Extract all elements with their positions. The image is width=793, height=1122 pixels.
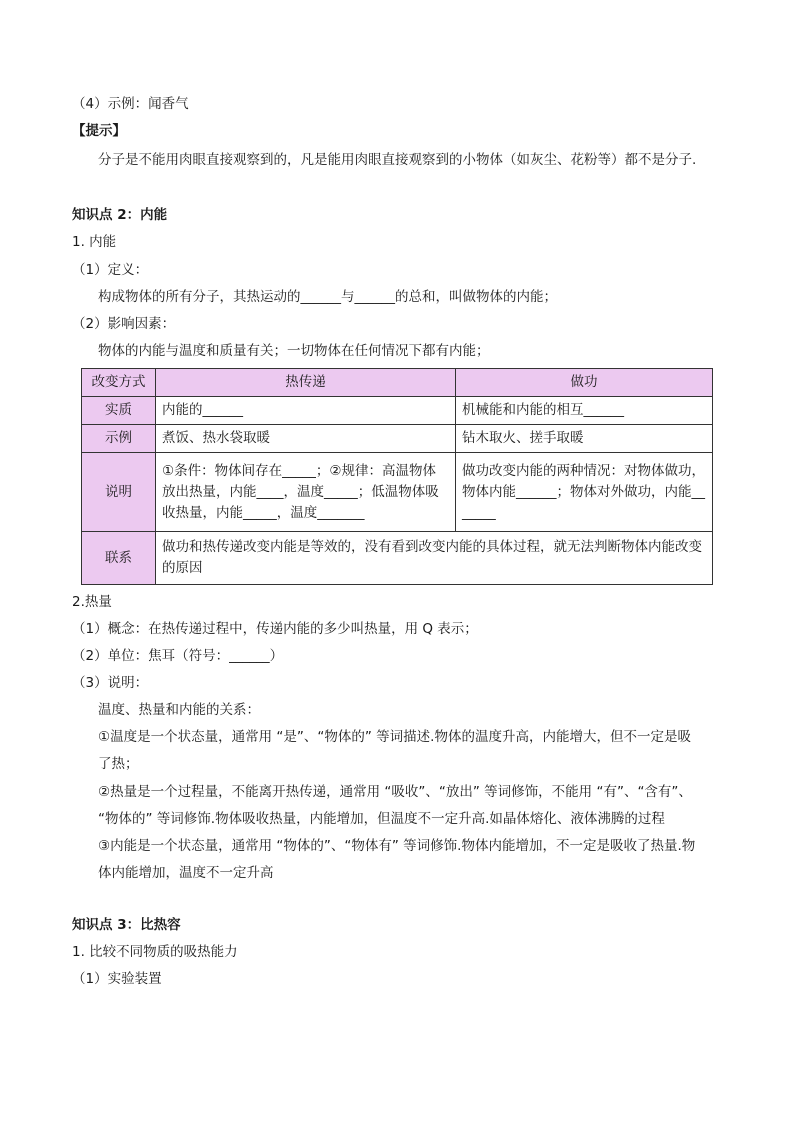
table-cell: ①条件：物体间存在_____；②规律：高温物体放出热量，内能____，温度_____；低温物体吸收热量，内能_____，温度_______ [156, 453, 456, 532]
relation-point-2-cont: “物体的” 等词修饰.物体吸收热量，内能增加，但温度不一定升高.如晶体熔化、液体沸腾的过程 [98, 811, 665, 827]
heat-unit: （2）单位：焦耳（符号：______） [72, 648, 284, 664]
heat-concept: （1）概念：在热传递过程中，传递内能的多少叫热量，用 Q 表示； [72, 621, 478, 637]
table-cell: 钻木取火、搓手取暖 [456, 425, 713, 453]
example-line: （4）示例：闻香气 [72, 96, 189, 112]
relation-point-2: ②热量是一个过程量，不能离开热传递，通常用 “吸收”、“放出” 等词修饰，不能用 “有”、“含有”、 [98, 784, 692, 800]
factors-text: 物体的内能与温度和质量有关；一切物体在任何情况下都有内能； [98, 343, 490, 359]
relation-point-1: ①温度是一个状态量，通常用 “是”、“物体的” 等词描述.物体的温度升高，内能增大，但不一定是吸 [98, 729, 691, 745]
energy-change-table [81, 368, 713, 585]
relation-intro: 温度、热量和内能的关系： [98, 702, 260, 718]
heat-heading: 2.热量 [72, 594, 112, 610]
table-row-label: 说明 [82, 453, 156, 532]
section-heading-specific-heat: 知识点 3：比热容 [72, 917, 181, 933]
table-header-cell: 做功 [456, 369, 713, 397]
definition-text: 构成物体的所有分子，其热运动的______与______的总和，叫做物体的内能； [98, 289, 557, 305]
table-row [82, 397, 713, 425]
factors-label: （2）影响因素： [72, 316, 176, 332]
experiment-setup-label: （1）实验装置 [72, 971, 162, 987]
table-header-cell: 热传递 [156, 369, 456, 397]
table-row [82, 369, 713, 397]
table-row [82, 425, 713, 453]
relation-point-1-cont: 了热； [98, 756, 139, 772]
table-cell: 做功和热传递改变内能是等效的，没有看到改变内能的具体过程，就无法判断物体内能改变的原因 [156, 532, 713, 585]
table-row-label: 实质 [82, 397, 156, 425]
compare-absorption-heading: 1. 比较不同物质的吸热能力 [72, 944, 238, 960]
table-cell: 机械能和内能的相互______ [456, 397, 713, 425]
relation-point-3: ③内能是一个状态量，通常用 “物体的”、“物体有” 等词修饰.物体内能增加，不一定是吸收了热量.物 [98, 838, 696, 854]
tip-heading: 【提示】 [72, 123, 126, 139]
table-cell: 煮饭、热水袋取暖 [156, 425, 456, 453]
heat-notes-label: （3）说明： [72, 675, 149, 691]
tip-text: 分子是不能用肉眼直接观察到的，凡是能用肉眼直接观察到的小物体（如灰尘、花粉等）都不是分子. [98, 152, 697, 168]
section-heading-internal-energy: 知识点 2：内能 [72, 207, 168, 223]
table-row [82, 453, 713, 532]
table-row-label: 联系 [82, 532, 156, 585]
table-header-cell: 改变方式 [82, 369, 156, 397]
table-cell: 内能的______ [156, 397, 456, 425]
table-row [82, 532, 713, 585]
subheading-internal-energy: 1. 内能 [72, 234, 117, 250]
table-row-label: 示例 [82, 425, 156, 453]
table-cell: 做功改变内能的两种情况：对物体做功，物体内能______；物体对外做功，内能_______ [456, 453, 713, 532]
definition-label: （1）定义： [72, 262, 149, 278]
relation-point-3-cont: 体内能增加，温度不一定升高 [98, 865, 274, 881]
